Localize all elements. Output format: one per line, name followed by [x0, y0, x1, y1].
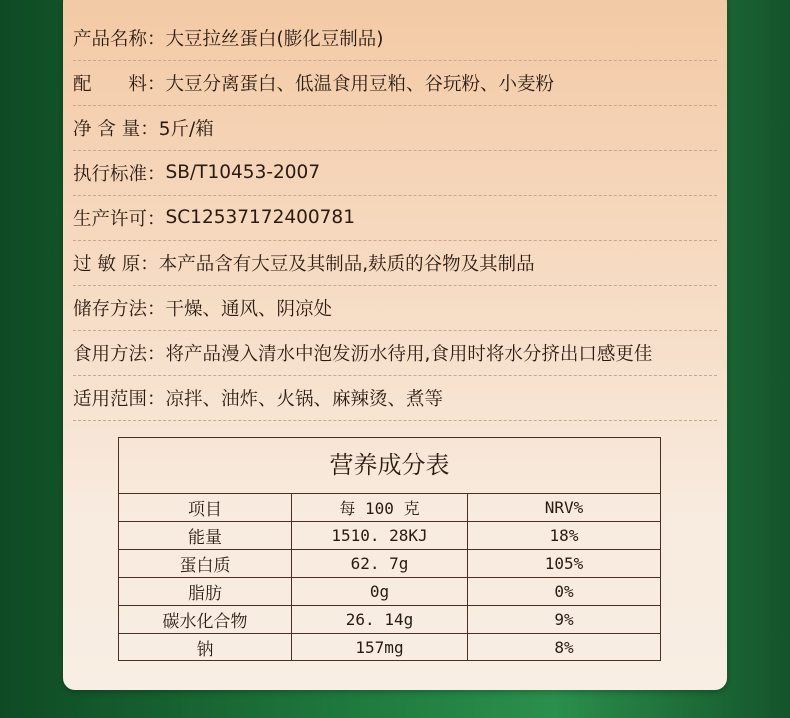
- table-cell-amount: 62. 7g: [292, 550, 468, 577]
- info-label: 净 含 量：: [73, 118, 159, 140]
- table-cell-item: 蛋白质: [119, 550, 292, 577]
- header-nrv: NRV%: [544, 498, 584, 517]
- info-label: 配 料：: [73, 73, 166, 95]
- info-label: 生产许可：: [73, 208, 166, 230]
- info-row-net-content: [73, 105, 717, 151]
- info-value: SC12537172400781: [165, 207, 355, 228]
- info-row-scope: [73, 375, 717, 421]
- info-row-standard: [73, 150, 717, 196]
- table-cell-amount: 26. 14g: [292, 606, 468, 633]
- info-value: 大豆分离蛋白、低温食用豆粕、谷玩粉、小麦粉: [165, 73, 555, 95]
- table-cell-item: 碳水化合物: [119, 606, 292, 633]
- info-row-license: [73, 195, 717, 241]
- info-row-usage: [73, 330, 717, 376]
- header-per-100g: 每 100 克: [292, 494, 468, 521]
- table-row: [119, 578, 660, 606]
- info-label: 过 敏 原：: [73, 253, 159, 275]
- info-label: 适用范围：: [73, 388, 166, 410]
- product-info-card: [63, 0, 727, 690]
- table-cell-nrv: 18%: [549, 526, 579, 545]
- info-value: 干燥、通风、阴凉处: [165, 298, 333, 320]
- nutrition-table-title: 营养成分表: [119, 438, 660, 494]
- header-item: 项目: [119, 494, 292, 521]
- table-cell-amount: 0g: [292, 578, 468, 605]
- info-value: 将产品漫入清水中泡发沥水待用,食用时将水分挤出口感更佳: [165, 343, 653, 365]
- info-row-allergen: [73, 240, 717, 286]
- table-cell-nrv: 105%: [544, 554, 584, 573]
- info-row-ingredients: [73, 60, 717, 106]
- table-row: [119, 550, 660, 578]
- table-cell-nrv: 8%: [554, 638, 574, 657]
- info-label: 执行标准：: [73, 163, 166, 185]
- info-value: 大豆拉丝蛋白(膨化豆制品): [165, 28, 384, 50]
- table-header-row: [119, 494, 660, 522]
- info-label: 产品名称：: [73, 28, 166, 50]
- info-value: 5斤/箱: [158, 118, 214, 140]
- info-value: 本产品含有大豆及其制品,麸质的谷物及其制品: [158, 253, 535, 275]
- table-cell-nrv: 9%: [554, 610, 574, 629]
- info-value: 凉拌、油炸、火锅、麻辣烫、煮等: [165, 388, 444, 410]
- table-row: [119, 634, 660, 661]
- table-cell-item: 能量: [119, 522, 292, 549]
- table-cell-amount: 157mg: [292, 634, 468, 661]
- table-row: [119, 522, 660, 550]
- table-cell-nrv: 0%: [554, 582, 574, 601]
- table-row: [119, 606, 660, 634]
- info-row-name: [73, 15, 717, 61]
- nutrition-table: [118, 437, 661, 661]
- info-row-storage: [73, 285, 717, 331]
- table-cell-item: 钠: [119, 634, 292, 661]
- table-cell-item: 脂肪: [119, 578, 292, 605]
- table-cell-amount: 1510. 28KJ: [292, 522, 468, 549]
- info-value: SB/T10453-2007: [165, 162, 321, 183]
- info-label: 食用方法：: [73, 343, 166, 365]
- info-label: 储存方法：: [73, 298, 166, 320]
